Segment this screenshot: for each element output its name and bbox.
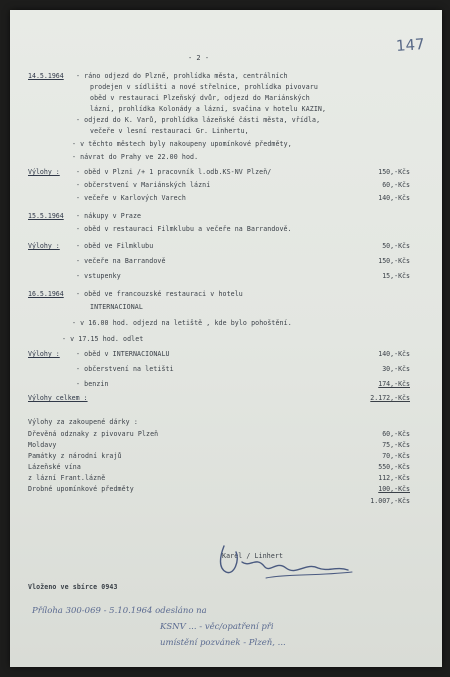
gift-item: Památky z národní krajů (28, 452, 122, 460)
day2-line: - nákupy v Praze (76, 212, 142, 220)
day1-line: večeře v lesní restauraci Gr. Linhertu, (90, 127, 249, 135)
expense-item: - občerstvení v Mariánských lázní (76, 181, 211, 189)
expense-item: - oběd v INTERNACIONALU (76, 350, 170, 358)
gift-amount: 550,-Kčs (378, 463, 410, 471)
gift-amount: 100,-Kčs (378, 485, 410, 493)
expenses-label: Výlohy : (28, 168, 60, 176)
day1-line: - v těchto městech byly nakoupeny upomínkové předměty, (72, 140, 292, 148)
gift-item: Dřevěná odznaky z pivovaru Plzeň (28, 430, 159, 438)
expense-amount: 30,-Kčs (382, 365, 410, 373)
handwritten-line: KSNV ... - věc/opatření při (160, 622, 274, 632)
expense-item: - benzin (76, 380, 109, 388)
expense-item: - večeře v Karlových Varech (76, 194, 186, 202)
day1-line: - ráno odjezd do Plzně, prohlídka města, centrálních (76, 72, 288, 80)
expense-item: - oběd v Plzni /+ 1 pracovník l.odb.KS-NV Plzeň/ (76, 168, 272, 176)
day3-line: INTERNACIONAL (90, 303, 143, 311)
day1-line: - návrat do Prahy ve 22.00 hod. (72, 153, 199, 161)
expense-amount: 140,-Kčs (378, 194, 410, 202)
gift-amount: 60,-Kčs (382, 430, 410, 438)
day1-line: lázní, prohlídka Kolonády a lázní, svačina v hotelu KAZIN, (90, 105, 327, 113)
gift-item: z lázní Frant.lázně (28, 474, 106, 482)
day3-line: - v 16.00 hod. odjezd na letiště , kde bylo pohoštění. (72, 319, 292, 327)
handwritten-signature (206, 538, 356, 584)
gift-amount: 75,-Kčs (382, 441, 410, 449)
gift-item: Drobné upomínkové předměty (28, 485, 134, 493)
expense-amount: 174,-Kčs (378, 380, 410, 388)
expense-amount: 60,-Kčs (382, 181, 410, 189)
expense-amount: 15,-Kčs (382, 272, 410, 280)
expense-item: - občerstvení na letišti (76, 365, 174, 373)
expense-item: - oběd ve Filmklubu (76, 242, 154, 250)
expense-amount: 140,-Kčs (378, 350, 410, 358)
page-number: - 2 - (188, 54, 210, 62)
gift-amount: 112,-Kčs (378, 474, 410, 482)
date-day3: 16.5.1964 (28, 290, 64, 298)
expense-amount: 50,-Kčs (382, 242, 410, 250)
document-page (10, 10, 442, 667)
expenses-label: Výlohy : (28, 242, 60, 250)
expense-amount: 150,-Kčs (378, 168, 410, 176)
date-day2: 15.5.1964 (28, 212, 64, 220)
total-amount: 2.172,-Kčs (370, 394, 410, 402)
signature-printed-name: Karel / Linhert (222, 552, 284, 560)
gift-item: Moldavy (28, 441, 57, 449)
folio-number: 147 (395, 35, 426, 55)
handwritten-line: Příloha 300-069 - 5.10.1964 odesláno na (32, 606, 207, 616)
total-label: Výlohy celkem : (28, 394, 88, 402)
gifts-total: 1.007,-Kčs (370, 497, 410, 505)
date-day1: 14.5.1964 (28, 72, 64, 80)
footer-note: Vloženo ve sbírce 0943 (28, 583, 118, 591)
day2-line: - oběd v restauraci Filmklubu a večeře na Barrandově. (76, 225, 292, 233)
expenses-label: Výlohy : (28, 350, 60, 358)
day1-line: oběd v restauraci Plzeňský dvůr, odjezd do Mariánských (90, 94, 310, 102)
day3-line: - v 17.15 hod. odlet (62, 335, 144, 343)
expense-item: - večeře na Barrandově (76, 257, 166, 265)
gifts-title: Výlohy za zakoupené dárky : (28, 418, 138, 426)
expense-amount: 150,-Kčs (378, 257, 410, 265)
day1-line: prodejen v sídlišti a nové střelnice, prohlídka pivovaru (90, 83, 318, 91)
day3-line: - oběd ve francouzské restauraci v hotelu (76, 290, 243, 298)
gift-item: Lázeňské vína (28, 463, 81, 471)
expense-item: - vstupenky (76, 272, 121, 280)
gift-amount: 70,-Kčs (382, 452, 410, 460)
day1-line: - odjezd do K. Varů, prohlídka lázeňské části města, vřídla, (76, 116, 321, 124)
handwritten-line: umístění pozvánek - Plzeň, ... (160, 638, 286, 648)
